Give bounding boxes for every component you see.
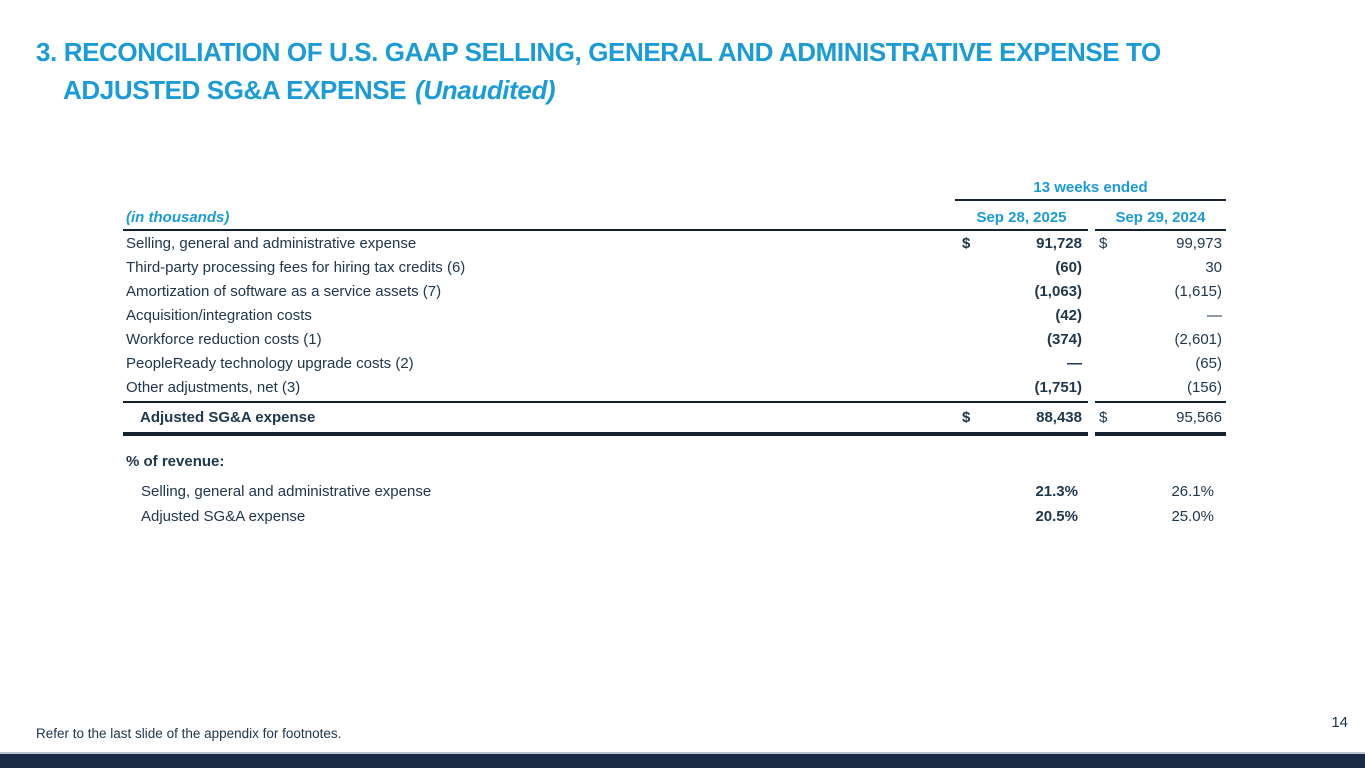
header-rule-left bbox=[123, 229, 1088, 231]
row-label: Workforce reduction costs (1) bbox=[126, 330, 322, 348]
value-2025: (374) bbox=[1046, 330, 1082, 348]
table-row bbox=[123, 351, 1226, 375]
value-2024: (2,601) bbox=[1174, 330, 1222, 348]
percent-2025: 21.3% bbox=[1035, 483, 1078, 500]
value-2024: (156) bbox=[1186, 378, 1222, 396]
value-2024: (65) bbox=[1195, 354, 1222, 372]
percent-row bbox=[123, 479, 1226, 504]
total-value-2024: 95,566 bbox=[1176, 409, 1222, 426]
value-2024: 99,973 bbox=[1176, 234, 1222, 252]
slide-title-line2 bbox=[36, 71, 1161, 109]
footnote-reference: Refer to the last slide of the appendix for footnotes. bbox=[36, 726, 342, 741]
column-header-2024: Sep 29, 2024 bbox=[1115, 209, 1206, 226]
slide-title-line2-text: ADJUSTED SG&A EXPENSE bbox=[63, 75, 407, 105]
value-cell-2024 bbox=[1095, 307, 1226, 324]
value-cell-2024 bbox=[1095, 235, 1226, 252]
dollar-sign: $ bbox=[1099, 409, 1108, 426]
percent-2024: 25.0% bbox=[1171, 508, 1214, 525]
footer-navy-bar bbox=[0, 754, 1365, 768]
value-cell-2025 bbox=[955, 235, 1088, 252]
value-cell-2025 bbox=[955, 259, 1088, 276]
rule-gap bbox=[1088, 432, 1095, 436]
value-2024: — bbox=[1207, 306, 1222, 324]
value-cell-2024 bbox=[1095, 331, 1226, 348]
row-label: PeopleReady technology upgrade costs (2) bbox=[126, 354, 414, 372]
rule-gap bbox=[1088, 401, 1095, 403]
rule-gap bbox=[1088, 229, 1095, 231]
value-cell-2025 bbox=[955, 307, 1088, 324]
value-2025: (60) bbox=[1055, 258, 1082, 276]
percent-row-label: Selling, general and administrative expense bbox=[141, 483, 432, 500]
percent-section-heading: % of revenue: bbox=[126, 453, 225, 470]
reconciliation-table bbox=[123, 179, 1226, 436]
total-value-2025: 88,438 bbox=[1036, 409, 1082, 426]
value-cell-2025 bbox=[955, 355, 1088, 372]
total-value-cell-2024 bbox=[1095, 409, 1226, 426]
column-header-row bbox=[123, 201, 1226, 226]
value-cell-2025 bbox=[955, 283, 1088, 300]
total-row bbox=[123, 403, 1226, 432]
page-number: 14 bbox=[1331, 714, 1348, 731]
percent-row bbox=[123, 504, 1226, 529]
total-row-label: Adjusted SG&A expense bbox=[140, 409, 316, 426]
header-rule bbox=[123, 229, 1226, 231]
row-label: Selling, general and administrative expense bbox=[126, 234, 417, 252]
value-cell-2025 bbox=[955, 331, 1088, 348]
subtotal-rule bbox=[123, 401, 1226, 403]
percent-of-revenue-section bbox=[123, 449, 1226, 529]
percent-row-label: Adjusted SG&A expense bbox=[141, 508, 306, 525]
unaudited-note: (Unaudited) bbox=[415, 75, 556, 105]
row-label: Third-party processing fees for hiring tax credits (6) bbox=[126, 258, 466, 276]
value-cell-2025 bbox=[955, 379, 1088, 396]
table-row bbox=[123, 279, 1226, 303]
unit-label: (in thousands) bbox=[126, 209, 230, 226]
value-cell-2024 bbox=[1095, 283, 1226, 300]
header-rule-right bbox=[1095, 229, 1226, 231]
value-2025: (1,751) bbox=[1034, 378, 1082, 396]
value-cell-2024 bbox=[1095, 259, 1226, 276]
value-cell-2024 bbox=[1095, 379, 1226, 396]
value-2025: (1,063) bbox=[1034, 282, 1082, 300]
subtotal-rule-left bbox=[123, 401, 1088, 403]
total-rule bbox=[123, 432, 1226, 436]
total-rule-right bbox=[1095, 432, 1226, 436]
table-row bbox=[123, 303, 1226, 327]
value-2025: (42) bbox=[1055, 306, 1082, 324]
row-label: Amortization of software as a service assets (7) bbox=[126, 282, 442, 300]
slide-title bbox=[36, 33, 1161, 109]
table-row bbox=[123, 375, 1226, 399]
total-rule-left bbox=[123, 432, 1088, 436]
value-2025: 91,728 bbox=[1036, 234, 1082, 252]
subtotal-rule-right bbox=[1095, 401, 1226, 403]
value-2024: 30 bbox=[1205, 258, 1222, 276]
table-row bbox=[123, 231, 1226, 255]
total-value-cell-2025 bbox=[955, 409, 1088, 426]
row-label: Other adjustments, net (3) bbox=[126, 378, 301, 396]
row-label: Acquisition/integration costs bbox=[126, 306, 312, 324]
dollar-sign: $ bbox=[962, 234, 971, 252]
value-cell-2024 bbox=[1095, 355, 1226, 372]
dollar-sign: $ bbox=[962, 409, 971, 426]
table-row bbox=[123, 327, 1226, 351]
percent-2024: 26.1% bbox=[1171, 483, 1214, 500]
percent-2025: 20.5% bbox=[1035, 508, 1078, 525]
slide-title-line1: 3. RECONCILIATION OF U.S. GAAP SELLING, GENERAL AND ADMINISTRATIVE EXPENSE TO bbox=[36, 37, 1161, 67]
dollar-sign: $ bbox=[1099, 234, 1108, 252]
value-2024: (1,615) bbox=[1174, 282, 1222, 300]
value-2025: — bbox=[1067, 354, 1082, 372]
period-header-row bbox=[123, 179, 1226, 201]
column-header-2025: Sep 28, 2025 bbox=[976, 209, 1067, 226]
table-row bbox=[123, 255, 1226, 279]
period-header: 13 weeks ended bbox=[955, 179, 1226, 201]
